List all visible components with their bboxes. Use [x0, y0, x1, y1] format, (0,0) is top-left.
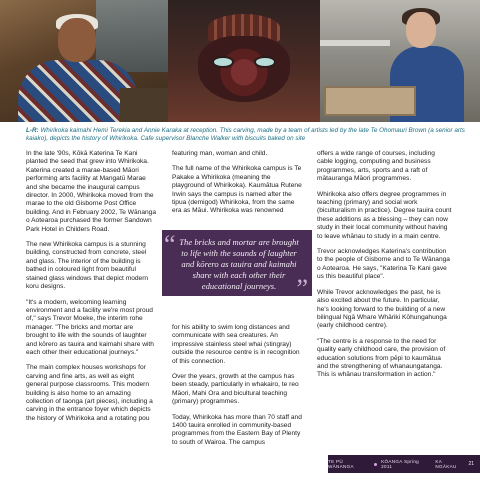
article-column-1 [26, 150, 156, 430]
supervisor-head-shape [406, 12, 436, 48]
page-footer [328, 455, 480, 473]
article-column-2-top [172, 150, 302, 223]
paragraph: offers a wide range of courses, including cable logging, computing and business programmes, arts, sports and a raft of mātauranga Māori programmes. [317, 150, 435, 183]
paragraph: The main complex houses workshops for carving and fine arts, as well as eight general purpose classrooms. This modern building is also home to an amazing collection of taonga (art pieces), including a carving in the entrance foyer which depicts the history of Whirikoka and a rotating pou [26, 364, 153, 422]
open-quote-icon: “ [164, 230, 176, 259]
biscuit-tray-shape [324, 86, 416, 116]
paragraph: "The centre is a response to the need for quality early childhood care, the provision of education solutions from pēpi to kaumātua and the strengthening of whanaungatanga. This is whānau transformation in action." [317, 337, 446, 379]
paragraph: Whirikoka also offers degree programmes in teaching (primary) and social work (biculturalism in practice). Degree tauira count these additions as a blessing – they can now study in their local community without having to leave whānau to study in a main centre. [317, 190, 452, 240]
reception-photo [0, 0, 168, 122]
shelf-shape [320, 40, 390, 46]
paragraph: "It's a modern, welcoming learning environment and a facility we're most proud of," says Trevor Moeke, the interim rohe manager. "The bricks and mortar are brought to life with the sounds of laughter and kōrero as tauira and kaimahi share with each other their educational journeys." [26, 298, 154, 356]
desk-shape [120, 88, 168, 122]
paragraph: While Trevor acknowledges the past, he is also excited about the future. In particular, he's looking forward to the building of a new bilingual Ngā Whare Whāriki Kōhungahunga (early childhood centre). [317, 288, 447, 330]
carving-eye-left [212, 56, 234, 68]
paragraph: for his ability to swim long distances and communicate with sea creatures. An impressive stainless steel whai (stingray) outside the resource centre is in recognition of this connection. [172, 324, 300, 365]
cafe-photo [320, 0, 480, 122]
paragraph: The new Whirikoka campus is a stunning building, constructed from concrete, steel and glass. The interior of the building is bathed in coloured light from beautiful stained glass windows that depict modern koru designs. [26, 241, 149, 291]
carving-eye-right [254, 56, 276, 68]
issue-label: KŌANGA Spring 2011 [381, 459, 420, 469]
article-column-2-bottom [172, 324, 302, 454]
section-label: KA NGĀKAU [435, 459, 457, 469]
carving-face-shape [198, 36, 290, 102]
pull-quote-text: The bricks and mortar are brought to life with the sounds of laughter and kōrero as tauira and kaimahi share with each other their educational journeys. [179, 237, 299, 291]
caption-text: Whirikoka kaimahi Hemi Terekia and Annie Karaka at reception. This carving, made by a team of artists led by the late Te Ohomauri Brown (a senior arts kaiako), depicts the history of Whirikoka. Cafe supervisor Blanche Walker with biscuits baked on site [26, 127, 465, 143]
magazine-name: TE PŪ WĀNANGA [328, 459, 354, 469]
photo-strip [0, 0, 480, 122]
person-head-shape [58, 18, 96, 62]
photo-caption [26, 127, 466, 143]
article-column-3 [317, 150, 452, 387]
paragraph: The full name of the Whirikoka campus is Te Pakake a Whirikoka (meaning the playground of Whirikoka). Kaumātua Rutene Irwin says the campus is named after the tipua (demigod) Whirikoka, from the same era as Māui. Whirikoka was renowned [172, 165, 302, 215]
page-number: 21 [468, 461, 474, 467]
pull-quote [162, 230, 312, 303]
paragraph: Over the years, growth at the campus has been steady, particularly in whakairo, te reo Māori, Mahi Ora and bicultural teaching (primary) programmes. [172, 373, 299, 406]
paragraph: Trevor acknowledges Katerina's contribution to the people of Gisborne and to Te Wānanga o Aotearoa. He says, "Katerina Te Kani gave us this beautiful place". [317, 248, 450, 281]
carving-photo [168, 0, 320, 122]
caption-prefix: L-R: [26, 127, 39, 134]
close-quote-icon: ” [296, 274, 308, 303]
paragraph: featuring man, woman and child. [172, 150, 268, 157]
paragraph: Today, Whirikoka has more than 70 staff and 1400 tauira enrolled in community-based programmes from the Eastern Bay of Plenty to south of Wairoa. The campus [172, 413, 302, 446]
paragraph: In the late '90s, Kōkā Katerina Te Kani planted the seed that grew into Whirikoka. Katerina created a marae-based Māori performing arts facility at Mangatū Marae and she became the inaugural campus director. In 2000, Whirikoka moved from the marae to the old Gisborne Post Office building. And in February 2002, Te Wānanga o Aotearoa purchased the former Sandown Park Hotel in Childers Road. [26, 150, 157, 233]
separator-dot-icon [374, 463, 377, 466]
